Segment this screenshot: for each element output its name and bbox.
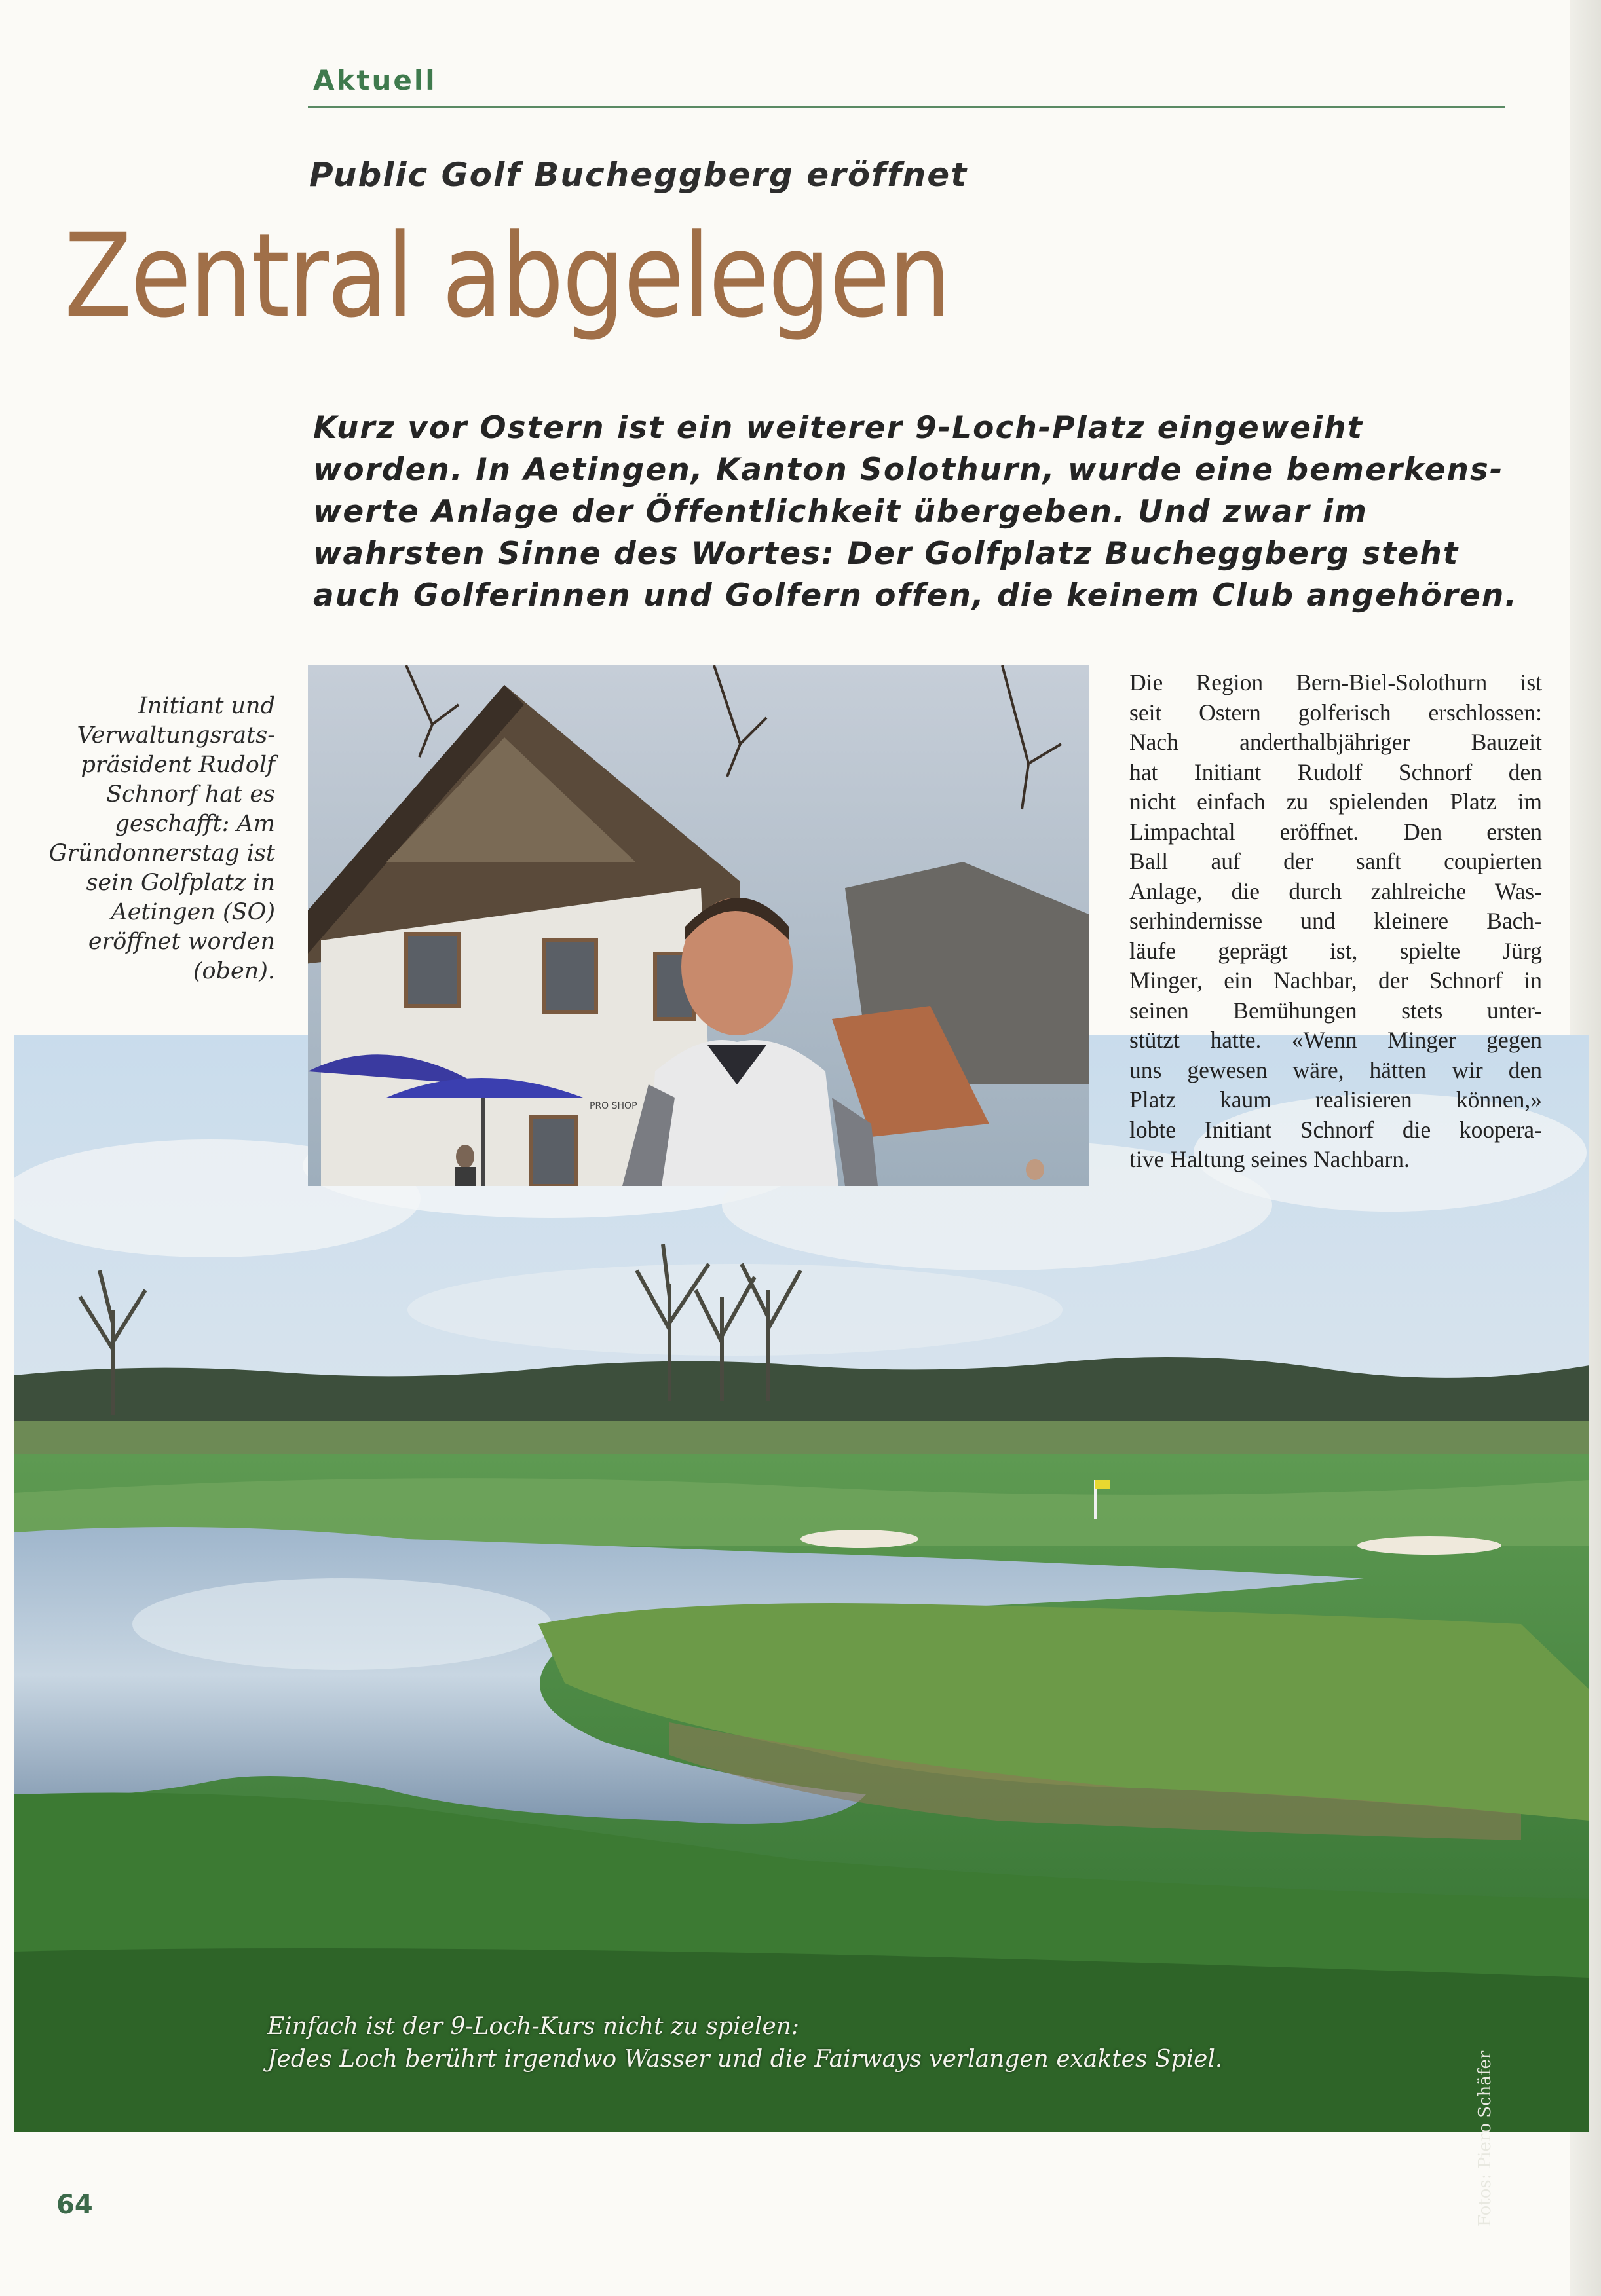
body-line: Ball auf der sanft coupierten (1129, 848, 1542, 874)
body-line: lobte Initiant Schnorf die koopera- (1129, 1116, 1542, 1143)
page-number: 64 (56, 2190, 93, 2220)
body-line: Limpachtal eröffnet. Den ersten (1129, 818, 1542, 845)
body-line: Die Region Bern-Biel-Solothurn ist (1129, 669, 1542, 695)
body-line: seit Ostern golferisch erschlossen: (1129, 699, 1542, 726)
body-line: Platz kaum realisieren können,» (1129, 1086, 1542, 1113)
lead-line: worden. In Aetingen, Kanton Solothurn, wurde eine bemerkens- (313, 452, 1504, 488)
body-line: Minger, ein Nachbar, der Schnorf in (1129, 967, 1542, 993)
lead-line: auch Golferinnen und Golfern offen, die keinem Club angehören. (313, 578, 1518, 614)
article-kicker: Public Golf Bucheggberg eröffnet (309, 156, 968, 194)
body-line: hat Initiant Rudolf Schnorf den (1129, 758, 1542, 785)
caption-line: Einfach ist der 9-Loch-Kurs nicht zu spielen: (267, 2013, 800, 2040)
body-line: seinen Bemühungen stets unter- (1129, 997, 1542, 1024)
body-line: Nach anderthalbjähriger Bauzeit (1129, 729, 1542, 755)
lead-line: werte Anlage der Öffentlichkeit übergeben. Und zwar im (313, 494, 1368, 530)
photo-credit-text: Fotos: Piero Schäfer (1475, 2050, 1495, 2227)
section-label: Aktuell (313, 64, 437, 96)
lead-line: wahrsten Sinne des Wortes: Der Golfplatz Bucheggberg steht (313, 536, 1460, 572)
portrait-photo (308, 665, 1089, 1186)
caption-line: Jedes Loch berührt irgendwo Wasser und die Fairways verlangen exaktes Spiel. (267, 2046, 1223, 2073)
portrait-caption: Initiant und Verwaltungsrats- präsident Rudolf Schnorf hat es geschafft: Am Gründonnerstag ist sein Golfplatz in Aetingen (SO) eröffnet worden (oben). (48, 693, 275, 984)
body-line: nicht einfach zu spielenden Platz im (1129, 788, 1542, 815)
body-line: serhindernisse und kleinere Bach- (1129, 908, 1542, 934)
body-line: tive Haltung seines Nachbarn. (1129, 1146, 1410, 1172)
body-line: stützt hatte. «Wenn Minger gegen (1129, 1027, 1542, 1053)
pro-shop-sign: PRO SHOP (590, 1101, 637, 1111)
lead-line: Kurz vor Ostern ist ein weiterer 9-Loch-Platz eingeweiht (313, 410, 1364, 446)
article-headline: Zentral abgelegen (64, 209, 950, 343)
body-line: uns gewesen wäre, hätten wir den (1129, 1056, 1542, 1083)
body-line: läufe geprägt ist, spielte Jürg (1129, 937, 1542, 964)
section-divider (308, 106, 1505, 108)
article-body (1129, 668, 1542, 1175)
golf-course-photo (14, 1035, 1589, 2132)
photo-credit (1475, 2050, 1501, 2227)
landscape-caption (267, 2010, 1222, 2076)
body-line: Anlage, die durch zahlreiche Was- (1129, 878, 1542, 904)
article-lead (313, 407, 1518, 617)
